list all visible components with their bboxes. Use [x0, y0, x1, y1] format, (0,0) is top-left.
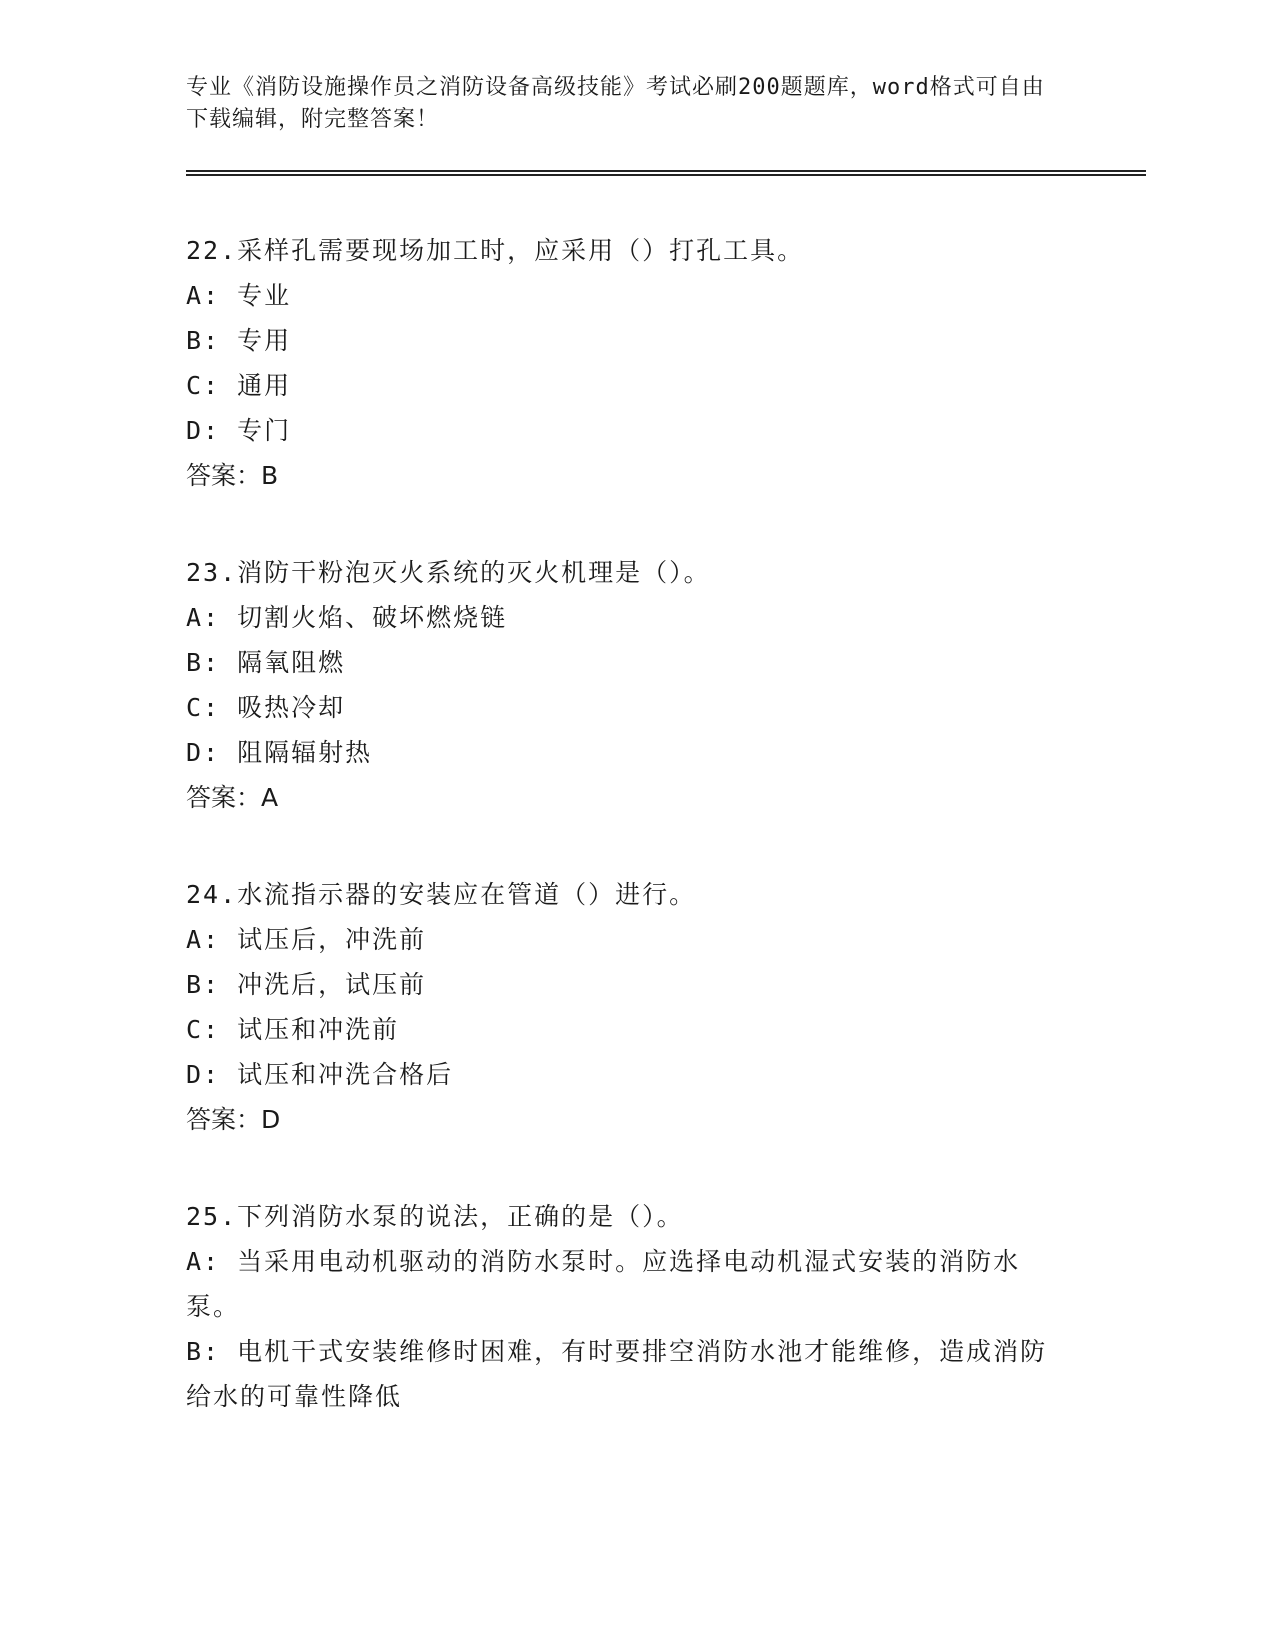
- option-key: A:: [186, 603, 221, 632]
- option-key: C:: [186, 1015, 221, 1044]
- answer-label: 答案：: [186, 1105, 262, 1134]
- question-22: [186, 228, 1146, 498]
- answer-line: [186, 1097, 1146, 1142]
- option-key: B:: [186, 970, 221, 999]
- option-text: 当采用电动机驱动的消防水泵时。应选择电动机湿式安装的消防水泵。: [186, 1247, 1021, 1321]
- option-key: B:: [186, 326, 221, 355]
- answer-value: B: [261, 461, 279, 490]
- question-24: [186, 872, 1146, 1142]
- option-key: A:: [186, 925, 221, 954]
- option-text: 电机干式安装维修时困难，有时要排空消防水池才能维修，造成消防给水的可靠性降低: [186, 1337, 1048, 1411]
- answer-value: A: [261, 783, 279, 812]
- answer-line: [186, 453, 1146, 498]
- option-b: [186, 1329, 1066, 1419]
- option-text: 切割火焰、破坏燃烧链: [237, 603, 508, 632]
- option-key: C:: [186, 371, 221, 400]
- option-key: A:: [186, 1247, 221, 1276]
- option-c: [186, 685, 1066, 730]
- option-key: A:: [186, 281, 221, 310]
- answer-label: 答案：: [186, 783, 262, 812]
- answer-value: D: [261, 1105, 281, 1134]
- option-d: [186, 408, 1066, 453]
- option-text: 阻隔辐射热: [237, 738, 373, 767]
- option-c: [186, 1007, 1066, 1052]
- question-stem: 24.水流指示器的安装应在管道（）进行。: [186, 880, 697, 909]
- header-divider: [186, 170, 1146, 176]
- option-key: B:: [186, 1337, 221, 1366]
- option-b: [186, 318, 1066, 363]
- option-text: 隔氧阻燃: [237, 648, 346, 677]
- option-text: 专业: [237, 281, 292, 310]
- option-a: [186, 273, 1066, 318]
- option-key: B:: [186, 648, 221, 677]
- document-page: [186, 72, 1146, 1419]
- question-stem: 23.消防干粉泡灭火系统的灭火机理是（）。: [186, 558, 711, 587]
- question-stem: 22.采样孔需要现场加工时，应采用（）打孔工具。: [186, 236, 805, 265]
- option-c: [186, 363, 1066, 408]
- document-header: 专业《消防设施操作员之消防设备高级技能》考试必刷200题题库，word格式可自由下载编辑，附完整答案！: [186, 75, 1045, 132]
- answer-line: [186, 775, 1146, 820]
- option-a: [186, 595, 1066, 640]
- option-text: 冲洗后，试压前: [237, 970, 427, 999]
- option-text: 试压和冲洗合格后: [237, 1060, 454, 1089]
- option-key: D:: [186, 416, 221, 445]
- option-text: 试压和冲洗前: [237, 1015, 400, 1044]
- option-text: 通用: [237, 371, 292, 400]
- option-b: [186, 640, 1066, 685]
- option-d: [186, 1052, 1066, 1097]
- option-d: [186, 730, 1066, 775]
- option-text: 专门: [237, 416, 292, 445]
- question-stem: 25.下列消防水泵的说法，正确的是（）。: [186, 1202, 684, 1231]
- option-text: 吸热冷却: [237, 693, 346, 722]
- question-25: [186, 1194, 1146, 1419]
- question-23: [186, 550, 1146, 820]
- option-text: 试压后，冲洗前: [237, 925, 427, 954]
- option-text: 专用: [237, 326, 292, 355]
- option-key: D:: [186, 1060, 221, 1089]
- answer-label: 答案：: [186, 461, 262, 490]
- option-b: [186, 962, 1066, 1007]
- option-a: [186, 917, 1066, 962]
- option-key: C:: [186, 693, 221, 722]
- option-a: [186, 1239, 1066, 1329]
- option-key: D:: [186, 738, 221, 767]
